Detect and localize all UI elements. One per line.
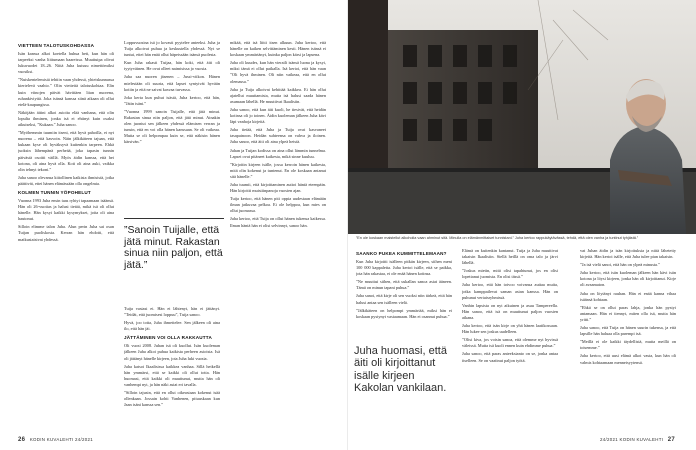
body-paragraph: Tuija kertoo, että hänen piti oppia uudestaan elämään ilman jatkuvaa pelkoa. Ei ole helppoa, kun mies on ollut juomassa. xyxy=(230,196,326,214)
body-paragraph: ”Jälkikäteen on helpompi ymmärtää, miksi hän ei koskaan pystynyt vastaamaan. Hän ei osannut puhua.” xyxy=(356,307,452,319)
body-paragraph: Juha oli kuudes, kun hän vieraili isänsä luona ja kysyi, miksi tämä ei ollut paikalla. Isä kertoi, että hän vaan ”Oli hyvä ihminen. Oli niin vaikeaa, että en ollut olemassa.” xyxy=(230,60,326,84)
body-paragraph: Juha tietää, että Juha ja Tuija ovat kasvaneet tasapainoon. Heidän suhteensa on vahva ja iloinen. Juha sanoo, että äiti oli aina ylpeä heistä. xyxy=(230,127,326,145)
body-paragraph: Juha kertoo, että hän toivoo voivansa auttaa muita, jotka kamppailevat saman asian kanssa. Hän on puhunut vertaisryhmissä. xyxy=(462,282,558,300)
body-paragraph: ”Olisi kiva, jos voisin sanoa, että olemme nyt hyvissä väleissä. Mutta isä kuoli ennen kuin ehdimme puhua.” xyxy=(462,337,558,349)
body-paragraph: Joka kerta kun puhut isästä, Juha kertoo, että hän, ”Jätin isäni.” xyxy=(124,94,220,106)
issue-number: 24/2021 xyxy=(600,437,618,442)
body-paragraph: Juha katsoi Ikaalisissa kaikkea vanhaa. Sillä hetkellä hän ymmärsi, että se kaikki oli ollut totta. Hän huomasi, että kaikki oli muuttunut, mutta hän oli vanhempi nyt, ja hän näki asiat eri tavalla. xyxy=(124,363,220,387)
section-heading: SAANKO PUKEA KUMMITTELEMAAN? xyxy=(356,251,447,256)
body-paragraph: Juha sanoo, että Tuija on hänen suurin tukensa, ja että lapsille hän haluaa olla parempi isä. xyxy=(580,325,676,337)
body-paragraph: Juha on löytänyt rauhan. Hän ei enää kanna vihaa isäänsä kohtaan. xyxy=(580,290,676,302)
body-paragraph: Juha tuumii, että kirjoittaminen auttoi häntä eteenpäin. Hän kirjoitti muistiinpanoja vuosien ajan. xyxy=(230,181,326,194)
body-paragraph: ”Joskus mietin, mitä olisi tapahtunut, jos en olisi lopettanut juomista. En olisi tässä.” xyxy=(462,268,558,280)
body-paragraph: Vuonna 1993 Juha ensin taas ryhtyi tapaamaan isäänsä. Hän oli 26-vuotias ja halusi tietää, mikä isä oli ollut hänelle. Hän kysyi kaikki kysymykset, joita oli aina hautonut. xyxy=(18,197,114,222)
body-paragraph: ”Myöhemmin tuumiin itseni, että hyvä pahoilla, ei nyt nuorena – että kasvoin. Näin jälkikäteen tajuan, että kukaan kyse oli hyväksyvä kuitenkin tarpeen. Ehkä juoksin lähempänä perheää, joka tapasin tunnin päivästä osoitti väillä. Myös äidin kanssa, että hei kotona, oli aina hyvä olla. Koti oli aina auki, vaikka olin tehnyt tekoni.” xyxy=(18,130,114,172)
right-column-2 xyxy=(462,248,558,366)
page-number: 26 xyxy=(18,437,26,443)
body-paragraph: ”Ehkä se on ollut paras lahja, jonka hän pystyi antamaan. Hän ei tiennyt, miten olla isä, mutta hän yritti.” xyxy=(580,304,676,322)
issue-number: 24/2021 xyxy=(75,437,94,442)
body-paragraph: ”Meillä ei ole kaikki täydellistä, mutta meillä on toisemme.” xyxy=(580,339,676,351)
photo-caption: ”En ole koskaan maistellut alkoholia vaan ahminut sitä. Minulla on elämänmittaiset tunnistani.” Juha kertoo rappukäytävässä, tehdä, että olen vanha ja tuntinut tyhjästä.” xyxy=(356,236,639,240)
body-paragraph: Elämä on kuitenkin kantanut. Tuija ja Juha muuttivat takaisin Ikaalisiin. Siellä heillä on oma talo ja järvi lähellä. xyxy=(462,248,558,266)
body-paragraph: Juha kertoo, että Tuija on ollut hänen tukensa kaikessa. Ilman häntä hän ei olisi selvinnyt, sanoo hän. xyxy=(230,216,326,228)
body-paragraph: Isän kanssa alkoi koetella huhua heti, kun hän oli tarpeeksi vanha liittumaan baareissa. Muuttuipa olivat lukuvuodet 18–26. Niitä Juha kutsuu nimettömiksi vuosiksi. xyxy=(18,51,114,75)
body-paragraph: Juha kertoo, että uusi elämä alkoi vasta, kun hän oli valmis kohtaamaan menneisyytensä. xyxy=(580,353,676,365)
body-paragraph: Näköjään äitini alkoi asioita elää vanhana, että olin lopulta ihminen, jonka isä ei ehtinyt kuin osaksi aikuiseksi, ”Kukaan.” Juha sanoo. xyxy=(18,109,114,128)
magazine-name: KODIN KUVALEHTI xyxy=(619,437,664,442)
body-paragraph: Juhan ja Tuijan kodissa on aina ollut lämmin tunnelma. Lapset ovat pitäneet kaikesta, mikä sinne kuuluu. xyxy=(230,147,326,159)
section-subheading: KOLMEN TUNNIN YÖPOHELUT xyxy=(18,189,91,195)
body-paragraph: mikää, että isä liitti itsen alkuun. Juha kertoo, että hänelle on kaiken selvittäminen kesti. Hänen isänsä ei koskaan ymmärtänyt, kuinka paljon kärsi ja lapsena. xyxy=(230,40,326,58)
page-number: 27 xyxy=(667,437,676,443)
body-paragraph: Juha kertoo, että isän kirje on yhä hänen laatikossaan. Hän lukee sen joskus uudelleen. xyxy=(462,323,558,335)
pull-quote-text: Juha huomasi, että äiti oli kirjoittanut isälle kirjeen Kakolan vankilaan. xyxy=(354,345,447,394)
body-paragraph: Juha sanoo olevansa kiitollinen kaikista ihmisistä, jotka päättivät, ettei hänen elämässään olla ongelmia. xyxy=(18,174,114,186)
magazine-name: KODIN KUVALEHTI xyxy=(29,437,74,442)
right-column-3 xyxy=(580,248,676,368)
body-paragraph: Juha sanoi, että kirje oli sen vuoksi niin tärkeä, että hän halusi antaa sen isälleen vielä. xyxy=(356,293,452,305)
left-column-1 xyxy=(18,40,114,245)
body-paragraph: ”Silloin tajusin, että en ollut oikeastaan kokenut isää ollenkaan. Jossain kohti Vanhenen, pituuskaan kun Jaan isäni kanssa sen.” xyxy=(124,390,220,408)
body-paragraph: ”Kirjoitin kirjeen isälle, jossa kerroin hänen kaikesta, mitä olin kokenut ja tuntenut. En ole koskaan antanut sitä hänelle.” xyxy=(230,161,326,179)
body-paragraph: Kun Juha kirjoitti isälleen pitkän kirjeen, siihen meni 100 000 kappaletta. Juha kertoi isälle, että se paikka, jota hän rakastaa, ei ole enää hänen kotinsa. xyxy=(356,259,452,277)
body-paragraph: ”Nuiskentelemisiä tehtiin vaan yhdessä, yhteiskunnassa kiertelevä vaahto.” Olin vietteitä talotuskohtaa. Elin kuin viinojen päivät hävittäen liian nuorena, ruhankiviyttä. Joka isänsä kanssa siinä aikaan oli ollut etelä-kaupungissa. xyxy=(18,77,114,107)
pull-quote-rule xyxy=(124,218,224,219)
photo-illustration xyxy=(348,0,696,234)
portrait-photo xyxy=(348,0,696,234)
pull-quote-text: ”Sanoin Tuijalle, että jätä minut. Rakastan sinua niin paljon, että jätä.” xyxy=(124,224,223,271)
left-column-2 xyxy=(124,40,220,148)
body-paragraph: ”Vuonna 1999 sanoin Tuijalle, että jätä minut. Rakastan sinua niin paljon, että jätä minut. Ainakin olen juoniut sen jälkeen yhdessä elämisen verran ja tunsin, että en voi olla hänen kanssaan. Se oli vaikeaa. Mutta se oli helpompaa kuin se, että näkisin hänen kärsivän.” xyxy=(124,108,220,145)
right-column-1 xyxy=(356,248,452,322)
left-column-3 xyxy=(230,40,326,231)
folio-right xyxy=(600,437,675,443)
body-paragraph: Juha kertoo, että isän kuoleman jälkeen hän kävi isän kotona ja löysi kirjeen, jonka hän oli kirjoittanut. Kirje oli avaamaton. xyxy=(580,270,676,288)
body-paragraph: Oli vuosi 2008. Juhan isä oli kuollut. Isän kuoleman jälkeen Juha alkoi puhua kaikista perheen asioista. Isä oli jättänyt hänelle kirjeen, jota Juha luki vuosia. xyxy=(124,343,220,361)
body-paragraph: Kun Juha rakasti Tuijaa, hän koki, että äiti oli tyytyväinen. He ovat olleet naimisissa jo vuosia. xyxy=(124,60,220,72)
pull-quote-left xyxy=(124,218,224,271)
section-heading: VIETTEEN TALOTUSKOHDASSA xyxy=(18,43,95,48)
body-paragraph: Hyvä, joo totta, Juha ihmettelee. Sen jälkeen oli aina ilo, että hän jäi. xyxy=(124,320,220,332)
body-paragraph: Silloin elimme talon Juha. Alun perin Juha sai osan Tuijan puoliskosta. Kerran hän ehdotti, että matkustaisivat yhdessä. xyxy=(18,224,114,242)
folio-left xyxy=(18,437,93,443)
body-paragraph: Juha sanoo, että paras anteeksianto on se, jonka antaa itselleen. Se on vaatinut paljon työtä. xyxy=(462,351,558,363)
body-paragraph: ”Ne muuttui siihen, että uskallan sanoa asiat ääneen. Tämä on minun tapani puhua.” xyxy=(356,279,452,291)
body-paragraph: Juha ja Tuija alkoivat kehittää kaikkea. Ei hän ollut ajatellut muuttamista, mutta isä halusi saada hänen asumaan lähellä. He muuttivat Ikaalisiin. xyxy=(230,86,326,104)
body-paragraph: Vanhin lapsista on nyt aikuinen ja asuu Tampereella. Hän sanoo, että isä on muuttunut paljon vuosien aikana. xyxy=(462,302,558,320)
body-paragraph: Juha saa nuoren jäsenen – Jussi-viikon. Hänen mielestään oli suurta, että lapset syntyivät hyvään kotiin ja että ne saivat kasvaa turvassa. xyxy=(124,74,220,92)
body-paragraph: Loppuvuosina isä jo kovasti pyytelee anteeksi. Juha ja Tuija alkoivat puhua ja keskustella yhdessä. Nyt se tuntui, ettei hän enää ollut häpeissään isänsä puolesta. xyxy=(124,40,220,58)
section-subheading: JÄTTÄMINEN VOI OLLA RAKKAUTTA xyxy=(124,335,212,341)
body-paragraph: ”Ja isä vielä sanoi, että hän on ylpeä minusta.” xyxy=(580,262,660,268)
body-paragraph: Juha sanoo, että kun äiti kuoli, he tiesivät, että heidän kotinsa oli jo toinen. Äidin kuoleman jälkeen Juha kävi läpi vanhoja kirjeitä. xyxy=(230,106,326,125)
pull-quote-right xyxy=(354,345,454,394)
left-column-2-lower xyxy=(124,306,220,410)
body-paragraph: Tuija vastasi ei. Hän ei lähtenyt, hän ei jättänyt. ”Teidät, että juomisesi loppuu”, Tuija sanoo. xyxy=(124,306,220,318)
body-paragraph: vat Juhan äidin ja isän kirjoituksia ja niitä lähetetty kirjeitä. Hän kertoi isälle, että Juha tulee pian takaisin. xyxy=(580,248,676,260)
